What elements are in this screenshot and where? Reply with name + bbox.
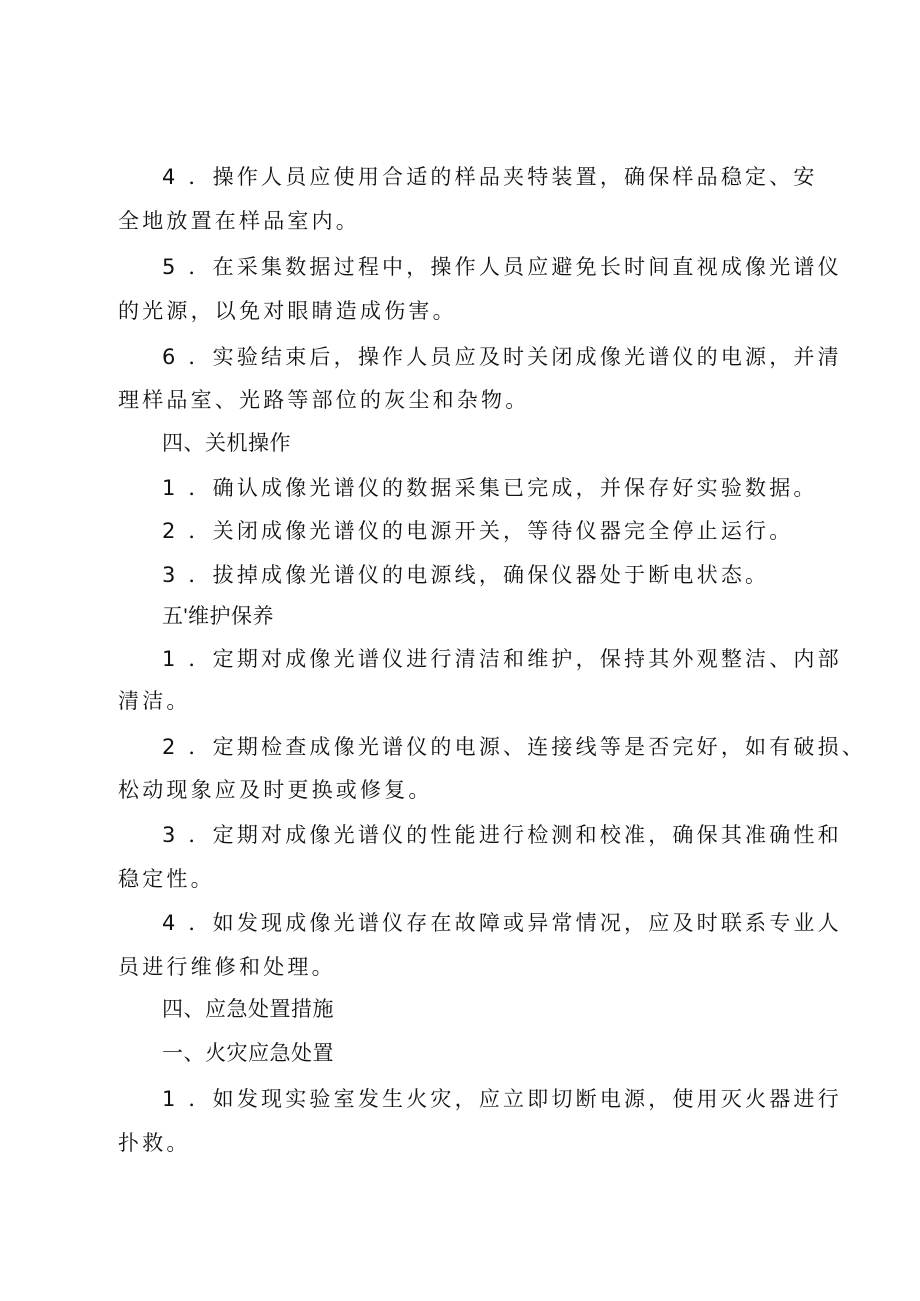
paragraph-line: 2 ．定期检查成像光谱仪的电源、连接线等是否完好，如有破损、	[162, 735, 867, 759]
paragraph-line: 2 ．关闭成像光谱仪的电源开关，等待仪器完全停止运行。	[162, 519, 794, 543]
section-heading: 四、关机操作	[162, 432, 291, 455]
paragraph-line: 4 ．操作人员应使用合适的样品夹特装置，确保样品稳定、安	[162, 165, 818, 189]
paragraph-line: 松动现象应及时更换或修复。	[118, 778, 433, 802]
section-heading: 五'维护保养	[162, 605, 275, 628]
paragraph-line: 4 ．如发现成像光谱仪存在故障或异常情况，应及时联系专业人	[162, 911, 842, 935]
paragraph-line: 的光源，以免对眼睛造成伤害。	[118, 299, 457, 323]
paragraph-line: 6 ．实验结束后，操作人员应及时关闭成像光谱仪的电源，并清	[162, 345, 842, 369]
paragraph-line: 1 ．定期对成像光谱仪进行清洁和维护，保持其外观整洁、内部	[162, 647, 842, 671]
paragraph-line: 理样品室、光路等部位的灰尘和杂物。	[118, 388, 530, 412]
paragraph-line: 1 ．确认成像光谱仪的数据采集已完成，并保存好实验数据。	[162, 476, 818, 500]
paragraph-line: 5 ．在采集数据过程中，操作人员应避免长时间直视成像光谱仪	[162, 255, 842, 279]
section-heading: 四、应急处置措施	[162, 998, 334, 1021]
paragraph-line: 3 ．定期对成像光谱仪的性能进行检测和校准，确保其准确性和	[162, 823, 842, 847]
paragraph-line: 全地放置在样品室内。	[118, 209, 360, 233]
paragraph-line: 扑救。	[118, 1131, 191, 1155]
section-heading: 一、火灾应急处置	[162, 1042, 334, 1065]
paragraph-line: 稳定性。	[118, 867, 215, 891]
paragraph-line: 员进行维修和处理。	[118, 955, 336, 979]
paragraph-line: 清洁。	[118, 689, 191, 713]
paragraph-line: 3 ．拔掉成像光谱仪的电源线，确保仪器处于断电状态。	[162, 563, 770, 587]
paragraph-line: 1 ．如发现实验室发生火灾，应立即切断电源，使用灭火器进行	[162, 1087, 842, 1111]
